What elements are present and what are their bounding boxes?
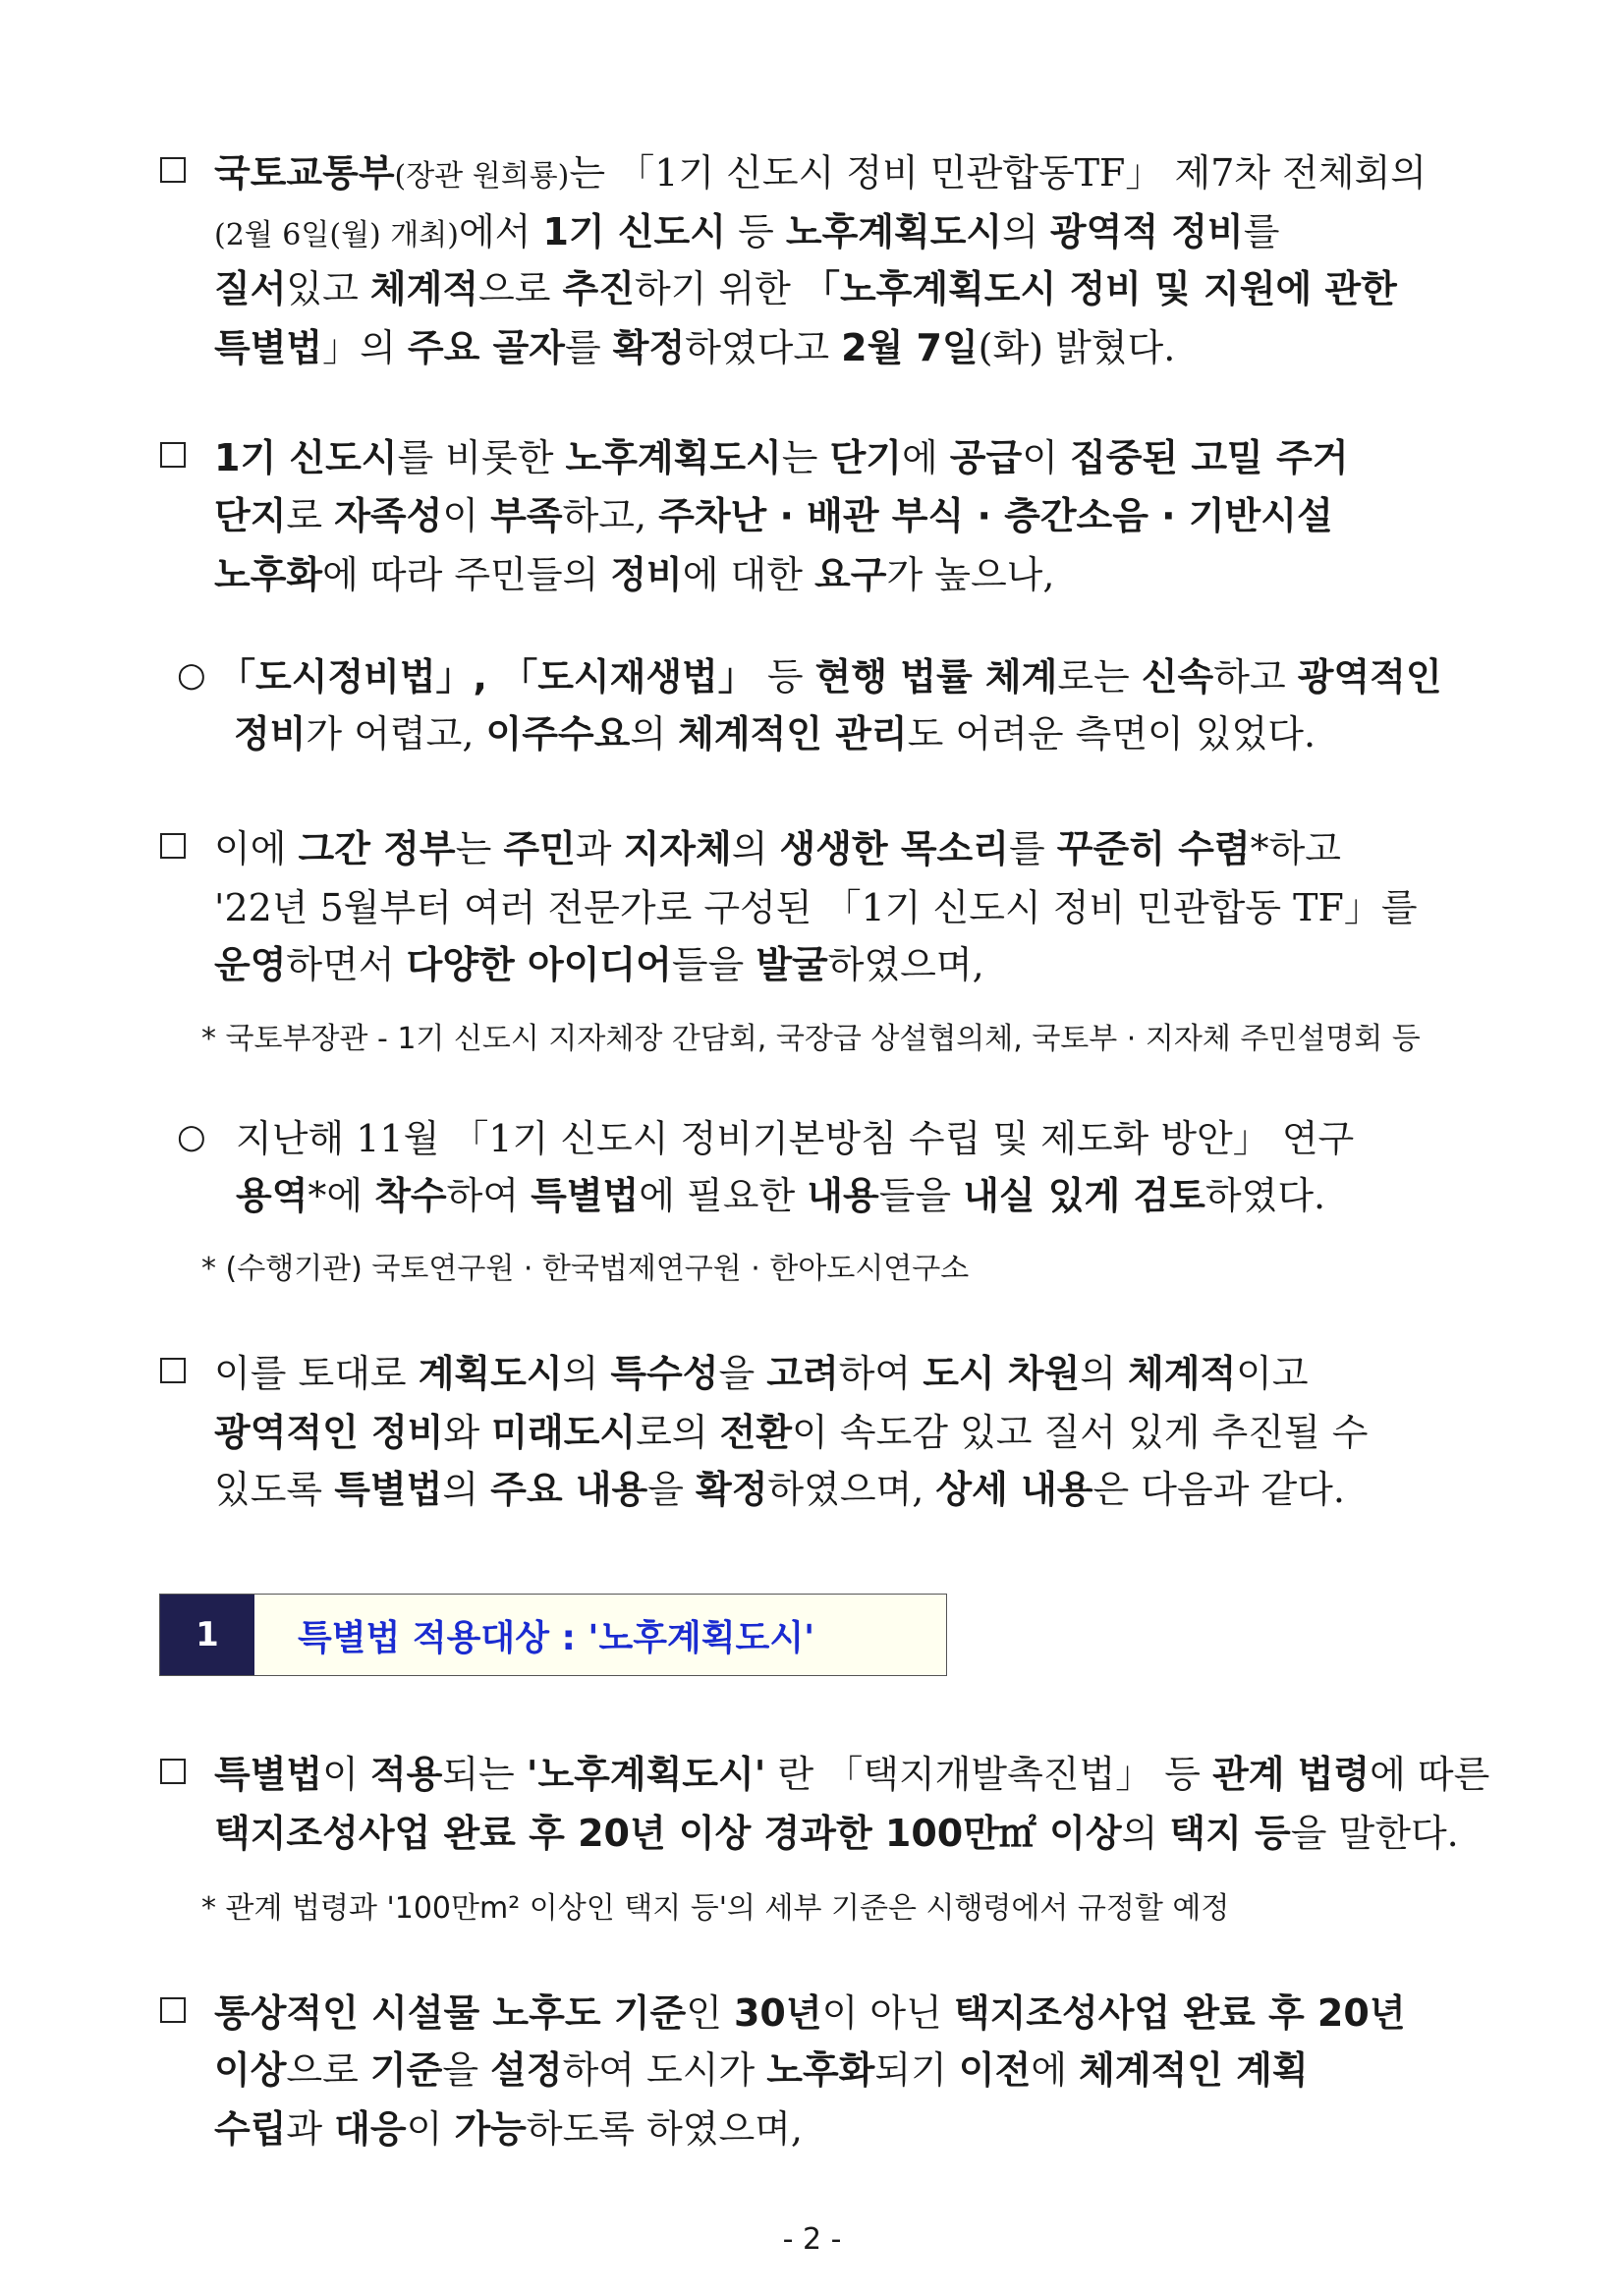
text-bold: 체계적	[369, 267, 479, 310]
text: 하고,	[562, 494, 659, 537]
text-bold: 주요 내용	[490, 1468, 648, 1511]
text-bold: 30년	[733, 1991, 822, 2035]
text-bold: 체계적	[1128, 1352, 1237, 1395]
section-heading	[159, 1594, 947, 1676]
text: 되기	[874, 2048, 959, 2092]
square-bullet-icon	[160, 157, 186, 183]
text-bold: 특수성	[610, 1352, 719, 1395]
paragraph-6-line-2	[214, 1411, 1369, 1454]
text: 를 비롯한	[397, 436, 566, 479]
circle-bullet-icon: ○	[177, 1117, 206, 1156]
paragraph-7-line-1	[214, 1753, 1490, 1796]
text: 되는	[442, 1753, 527, 1796]
text: 이고	[1236, 1352, 1309, 1395]
text-bold: 적용	[369, 1753, 443, 1796]
text-bold: 관계 법령	[1212, 1753, 1371, 1796]
text: 하도록 하였으며,	[526, 2107, 803, 2151]
text-bold: 1기 신도시	[214, 436, 398, 479]
text: 에	[1031, 2048, 1080, 2092]
paragraph-2-line-1	[214, 436, 1349, 479]
text: *하고	[1250, 827, 1341, 870]
square-bullet-icon	[160, 1759, 186, 1784]
paragraph-1-line-1	[214, 151, 1427, 195]
text-bold: 확정	[612, 326, 686, 369]
text-bold: 신속	[1141, 655, 1214, 699]
text-bold: 체계적인 관리	[678, 712, 908, 756]
text: 이	[406, 2107, 455, 2151]
text: 11월 「1기 신도시 정비기본방침 수립 및 제도화 방안」 연구	[356, 1117, 1355, 1160]
paragraph-1-line-4	[214, 326, 1176, 369]
text: 으로	[478, 267, 563, 310]
square-bullet-icon	[160, 1997, 186, 2023]
text-bold: 20년 이상 경과한 100만㎡	[578, 1812, 1036, 1855]
text: 에 따라 주민들의	[322, 553, 611, 596]
text-bold: 설정	[490, 2048, 563, 2092]
page-number: - 2 -	[782, 2222, 842, 2257]
text: 는	[455, 827, 504, 870]
square-bullet-icon	[160, 1358, 186, 1383]
text-small: (2월 6일(월) 개최)	[214, 218, 459, 252]
text-bold: 집중된 고밀 주거	[1070, 436, 1349, 479]
text: 과	[575, 827, 624, 870]
square-bullet-icon	[160, 442, 186, 468]
paragraph-7-line-2	[214, 1812, 1459, 1855]
text-bold: 주민	[503, 827, 576, 870]
paragraph-5-line-1	[236, 1117, 1355, 1160]
text: 가 높으나,	[886, 553, 1055, 596]
text: 하였으며,	[767, 1468, 936, 1511]
text-bold: 용역	[236, 1174, 308, 1217]
text-bold: 도시 차원	[923, 1352, 1081, 1395]
text-bold: 1기 신도시	[542, 210, 726, 253]
paragraph-8-line-2	[214, 2048, 1309, 2092]
text-small: (장관 원희룡)	[394, 159, 570, 194]
text: 이 속도감 있고 질서 있게 추진될 수	[792, 1411, 1369, 1454]
paragraph-1-line-2	[214, 210, 1280, 253]
text-bold: 질서	[214, 267, 287, 310]
text: 의	[562, 1352, 611, 1395]
text-bold: 통상적인 시설물 노후도 기준	[214, 1991, 687, 2035]
text: 들을	[671, 943, 756, 986]
paragraph-3-line-2	[234, 712, 1316, 756]
text: 하여 도시가	[562, 2048, 767, 2092]
paragraph-4-line-3	[214, 943, 984, 986]
text: 는 「1기 신도시 정비 민관합동TF」 제7차 전체회의	[569, 151, 1427, 195]
text: 이 아닌	[821, 1991, 954, 2035]
text-bold: 택지조성사업 완료 후	[214, 1812, 579, 1855]
text: 을	[442, 2048, 491, 2092]
text-bold: 미래도시	[491, 1411, 637, 1454]
text: 들을	[878, 1174, 964, 1217]
text-bold: '노후계획도시'	[526, 1753, 766, 1796]
paragraph-4-line-1	[214, 827, 1341, 870]
paragraph-2-line-3	[214, 553, 1055, 596]
text-bold: 계획도시	[418, 1352, 563, 1395]
text: 의	[1080, 1352, 1129, 1395]
section-number: 1	[160, 1595, 254, 1675]
text-bold: 광역적 정비	[1049, 210, 1244, 253]
text: 이에	[214, 827, 299, 870]
text-bold: 특별법	[214, 1753, 323, 1796]
text: 지난해	[236, 1117, 357, 1160]
text: 을	[647, 1468, 696, 1511]
text-bold: 이상	[214, 2048, 287, 2092]
text: 를	[564, 326, 613, 369]
text: 하기 위한	[634, 267, 803, 310]
text-bold: 추진	[562, 267, 635, 310]
text: 」의	[322, 326, 408, 369]
text-bold: 노후계획도시	[565, 436, 782, 479]
text-bold: 착수	[374, 1174, 447, 1217]
text: 의	[1121, 1812, 1170, 1855]
paragraph-6-line-1	[214, 1352, 1309, 1395]
text: 를	[1243, 210, 1280, 253]
footnote: * 국토부장관 - 1기 신도시 지자체장 간담회, 국장급 상설협의체, 국토부 · 지자체 주민설명회 등	[201, 1022, 1421, 1056]
text: 을	[718, 1352, 767, 1395]
text-bold: 꾸준히 수렴	[1056, 827, 1251, 870]
text: 에 필요한	[639, 1174, 808, 1217]
text-bold: 이상	[1036, 1812, 1122, 1855]
text: 하여	[838, 1352, 924, 1395]
text: 하고	[1213, 655, 1298, 699]
footnote: * 관계 법령과 '100만m² 이상인 택지 등'의 세부 기준은 시행령에서 규정할 예정	[201, 1891, 1230, 1926]
text: 은 다음과 같다.	[1092, 1468, 1345, 1511]
text-bold: 주요 골자	[407, 326, 565, 369]
text: 인	[686, 1991, 734, 2035]
text-bold: 특별법	[214, 326, 323, 369]
text-bold: 상세 내용	[935, 1468, 1093, 1511]
square-bullet-icon	[160, 833, 186, 859]
text-bold: 정비	[234, 712, 307, 756]
text-bold: 현행 법률 체계	[814, 655, 1058, 699]
text-bold: 발굴	[756, 943, 828, 986]
text-bold: 특별법	[531, 1174, 640, 1217]
text-bold: 특별법	[334, 1468, 443, 1511]
text: 등	[755, 655, 815, 699]
text-bold: 단지	[214, 494, 287, 537]
text-bold: 다양한 아이디어	[406, 943, 672, 986]
text: 하면서	[286, 943, 407, 986]
text-bold: 수립	[214, 2107, 287, 2151]
text: (화) 밝혔다.	[978, 326, 1176, 369]
text: 의	[442, 1468, 491, 1511]
text-bold: 이전	[958, 2048, 1032, 2092]
text-bold: 요구	[814, 553, 887, 596]
text: 이	[1022, 436, 1070, 479]
text-bold: 자족성	[334, 494, 443, 537]
text: 이	[442, 494, 491, 537]
text-bold: 확정	[696, 1468, 768, 1511]
text: 로는	[1057, 655, 1142, 699]
paragraph-6-line-3	[214, 1468, 1345, 1511]
text-bold: 지자체	[623, 827, 732, 870]
text-bold: 기준	[369, 2048, 443, 2092]
text: 이	[322, 1753, 370, 1796]
paragraph-2-line-2	[214, 494, 1333, 537]
text: 의	[630, 712, 679, 756]
text-bold: 전환	[719, 1411, 793, 1454]
text-bold: 노후화	[214, 553, 323, 596]
paragraph-4-line-2: '22년 5월부터 여러 전문가로 구성된 「1기 신도시 정비 민관합동 TF」를	[214, 886, 1418, 929]
text-bold: 「노후계획도시 정비 및 지원에 관한	[802, 267, 1397, 310]
paragraph-3-line-1	[218, 655, 1442, 699]
text-bold: 주차난 · 배관 부식 · 층간소음 · 기반시설	[658, 494, 1333, 537]
text: 으로	[286, 2048, 370, 2092]
text-bold: 정비	[610, 553, 683, 596]
text-bold: 부족	[490, 494, 563, 537]
text: *에	[308, 1174, 375, 1217]
text: 하여	[446, 1174, 532, 1217]
text: 에 따른	[1370, 1753, 1490, 1796]
text-bold: 단기	[829, 436, 902, 479]
text: 의	[1002, 210, 1050, 253]
text-bold: 2월 7일	[841, 326, 979, 369]
text: 에	[901, 436, 950, 479]
text-bold: 택지조성사업 완료 후 20년	[953, 1991, 1406, 2035]
text: 있고	[286, 267, 370, 310]
paragraph-8-line-3	[214, 2107, 803, 2151]
text: 하였으며,	[827, 943, 984, 986]
text-bold: 노후화	[766, 2048, 875, 2092]
text-bold: 이주수요	[485, 712, 631, 756]
text: 이를 토대로	[214, 1352, 419, 1395]
text: 가 어렵고,	[306, 712, 486, 756]
text-bold: 국토교통부	[214, 151, 395, 195]
text: 의	[731, 827, 780, 870]
text: 와	[443, 1411, 492, 1454]
text-bold: 노후계획도시	[785, 210, 1003, 253]
paragraph-1-line-3	[214, 267, 1397, 310]
footnote: * (수행기관) 국토연구원 · 한국법제연구원 · 한아도시연구소	[201, 1252, 970, 1286]
text: 있도록	[214, 1468, 335, 1511]
text-bold: 광역적인	[1297, 655, 1442, 699]
text: 도 어려운 측면이 있었다.	[907, 712, 1316, 756]
text-bold: 체계적인 계획	[1079, 2048, 1309, 2092]
text-bold: 운영	[214, 943, 287, 986]
paragraph-5-line-2	[236, 1174, 1326, 1217]
text-bold: 내실 있게 검토	[963, 1174, 1205, 1217]
text: 로	[286, 494, 335, 537]
text: 하였다고	[685, 326, 842, 369]
text-bold: 「도시정비법」, 「도시재생법」	[218, 655, 756, 699]
text-bold: 내용	[807, 1174, 879, 1217]
text: 에 대한	[682, 553, 815, 596]
text-bold: 대응	[334, 2107, 407, 2151]
text-bold: 생생한 목소리	[779, 827, 1009, 870]
text-bold: 공급	[949, 436, 1023, 479]
text-bold: 광역적인 정비	[214, 1411, 444, 1454]
section-title: 특별법 적용대상 : '노후계획도시'	[298, 1617, 815, 1658]
text: 을 말한다.	[1290, 1812, 1459, 1855]
text-bold: 택지 등	[1169, 1812, 1291, 1855]
text: 를	[1008, 827, 1057, 870]
text-bold: 가능	[454, 2107, 527, 2151]
text: 는	[781, 436, 830, 479]
text-bold: 고려	[766, 1352, 839, 1395]
text: 과	[286, 2107, 335, 2151]
text: 하였다.	[1204, 1174, 1326, 1217]
text: 등	[725, 210, 786, 253]
text: 로의	[636, 1411, 720, 1454]
circle-bullet-icon: ○	[177, 655, 206, 695]
text: 란 「택지개발촉진법」 등	[765, 1753, 1213, 1796]
text-bold: 그간 정부	[298, 827, 456, 870]
text: 에서	[458, 210, 543, 253]
paragraph-8-line-1	[214, 1991, 1406, 2035]
